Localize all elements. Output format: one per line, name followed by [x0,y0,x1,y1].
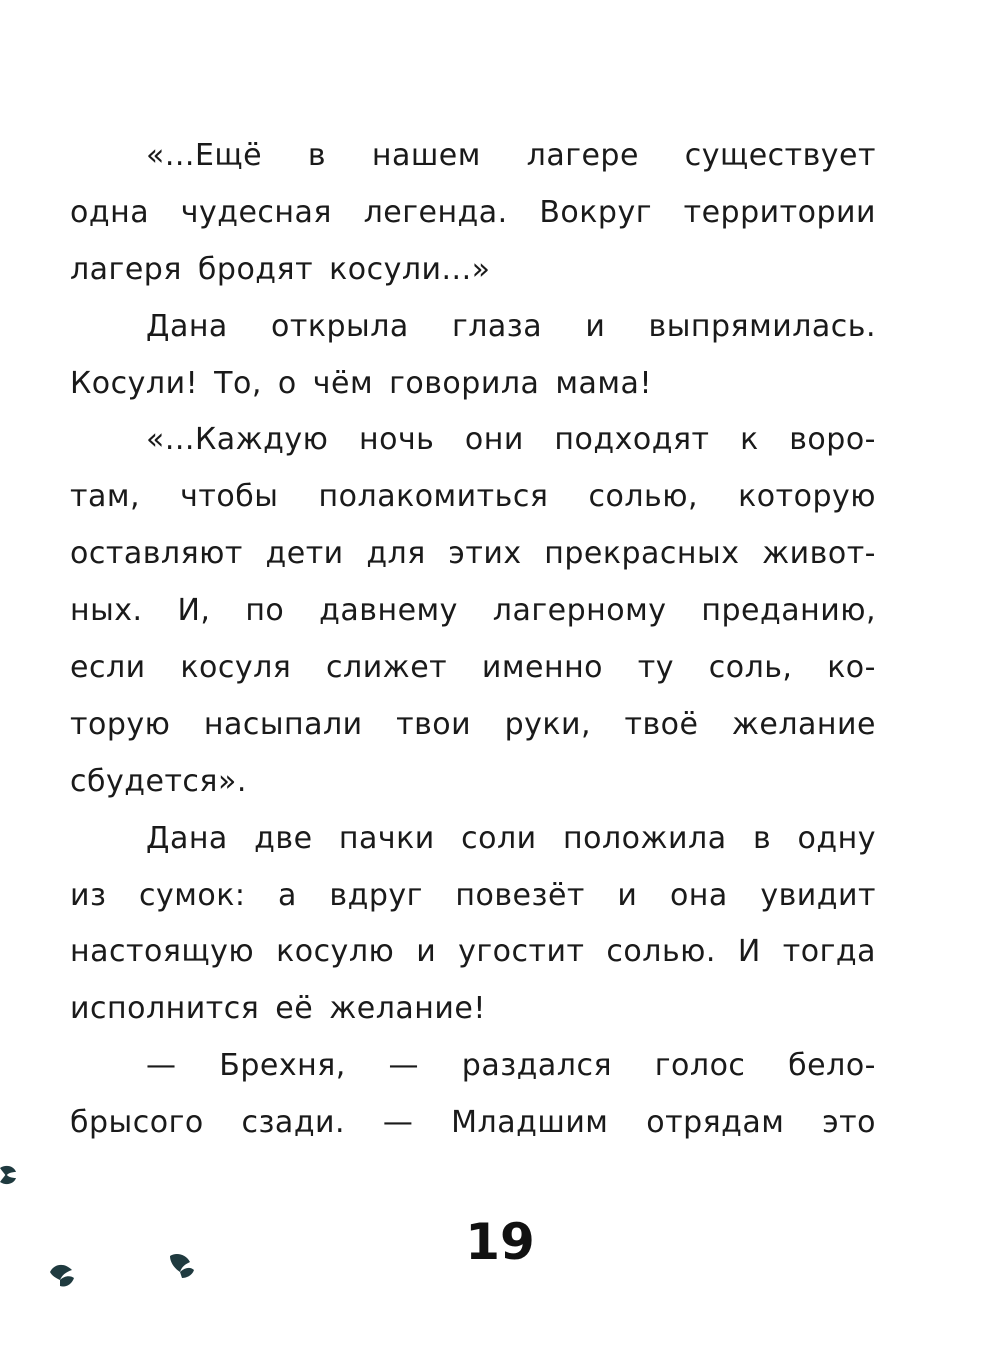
text-line: лагеря бродят косули...» [70,251,491,287]
text-line: Косули! То, о чём говорила мама! [70,365,652,401]
text-line: ных. И, по давнему лагерному преданию, [70,593,876,629]
text-line: если косуля слижет именно ту соль, ко- [70,650,876,686]
hoofprint-icon [166,1250,196,1280]
text-line: — Брехня, — раздался голос бело- [146,1048,876,1084]
page-number: 19 [465,1213,535,1271]
text-line: брысого сзади. — Младшим отрядам это [70,1105,876,1141]
text-line: настоящую косулю и угостит солью. И тогда [70,934,876,970]
text-line: оставляют дети для этих прекрасных живот- [70,536,876,572]
text-line: Дана две пачки соли положила в одну [146,820,876,856]
text-line: «...Ещё в нашем лагере существует [146,138,876,173]
text-line: Дана открыла глаза и выпрямилась. [146,308,876,344]
text-line: «...Каждую ночь они подходят к воро- [146,422,876,458]
text-line: торую насыпали твои руки, твоё желание [70,706,876,742]
text-line: из сумок: а вдруг повезёт и она увидит [70,877,876,913]
text-line: одна чудесная легенда. Вокруг территории [70,194,876,230]
text-line: там, чтобы полакомиться солью, которую [70,479,876,515]
hoofprint-icon [46,1260,76,1290]
text-line: исполнится её желание! [70,991,486,1027]
text-line: сбудется». [70,763,247,799]
body-text [70,128,876,1152]
hoofprint-icon [0,1160,24,1190]
